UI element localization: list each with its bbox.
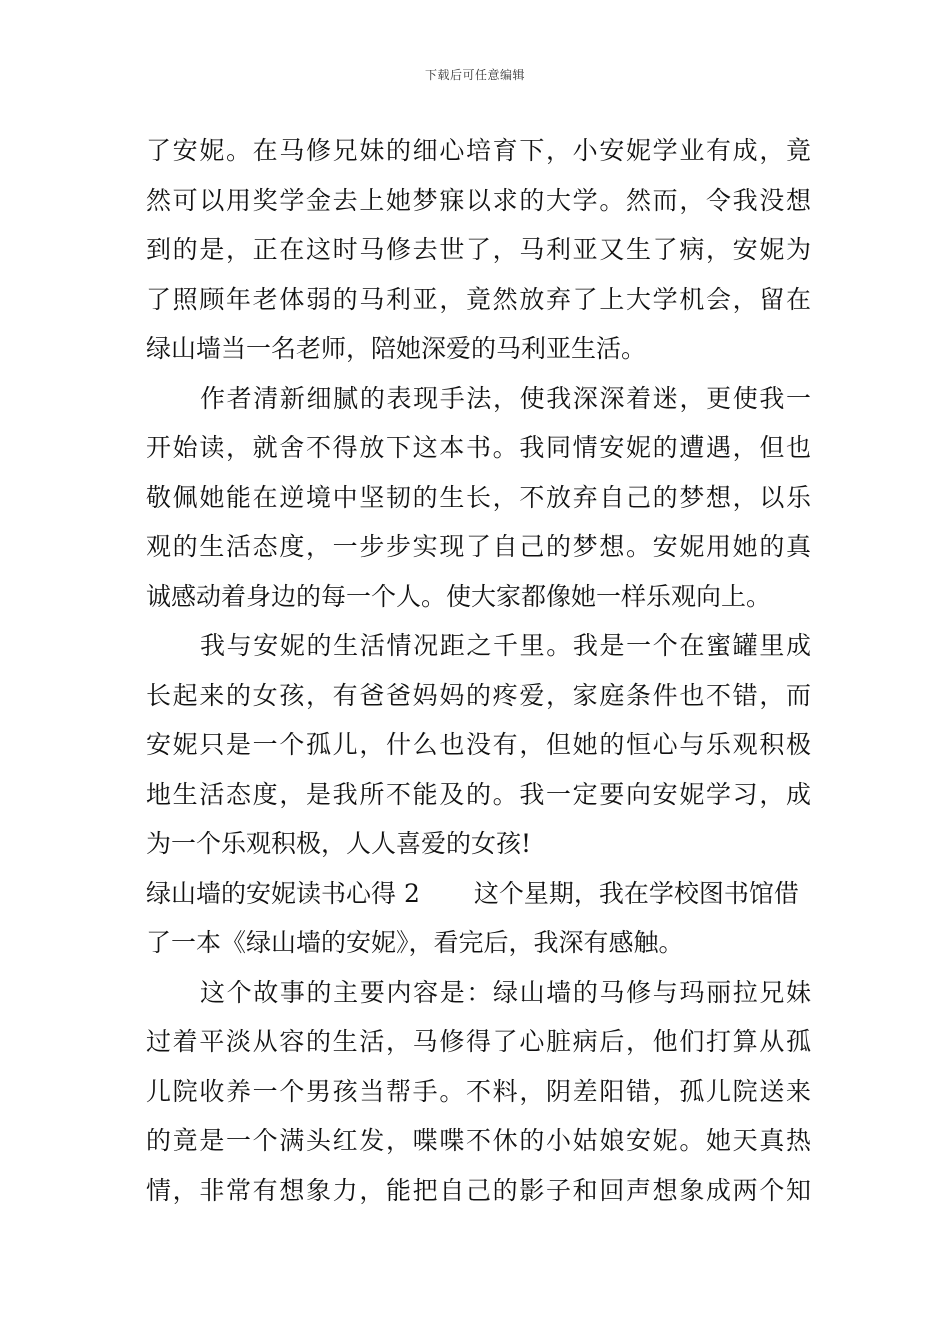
text-line: 了照顾年老体弱的马利亚，竟然放弃了上大学机会，留在 (146, 284, 811, 314)
page-header: 下载后可任意编辑 (424, 68, 525, 82)
text-line: 地生活态度，是我所不能及的。我一定要向安妮学习，成 (146, 779, 811, 809)
section-title-line (146, 869, 811, 919)
text-line: 长起来的女孩，有爸爸妈妈的疼爱，家庭条件也不错，而 (146, 680, 811, 710)
text-line: 敬佩她能在逆境中坚韧的生长，不放弃自己的梦想，以乐 (146, 482, 811, 512)
text-line: 过着平淡从容的生活，马修得了心脏病后，他们打算从孤 (146, 1027, 811, 1056)
text-line: 这个星期，我在学校图书馆借 (473, 878, 799, 908)
text-line: 到的是，正在这时马修去世了，马利亚又生了病，安妮为 (146, 235, 811, 264)
text-line: 儿院收养一个男孩当帮手。不料，阴差阳错，孤儿院送来 (146, 1076, 811, 1106)
text-line: 开始读，就舍不得放下这本书。我同情安妮的遭遇，但也 (146, 433, 811, 462)
text-line: 诚感动着身边的每一个人。使大家都像她一样乐观向上。 (146, 581, 772, 611)
text-line: 为一个乐观积极，人人喜爱的女孩! (146, 829, 532, 858)
text-line: 作者清新细腻的表现手法，使我深深着迷，更使我一 (200, 383, 811, 413)
text-line: 观的生活态度，一步步实现了自己的梦想。安妮用她的真 (146, 532, 811, 561)
section-title: 绿山墙的安妮读书心得 2 (146, 878, 420, 908)
text-line: 了一本《绿山墙的安妮》，看完后，我深有感触。 (146, 928, 684, 957)
document-body (146, 126, 811, 1215)
text-line: 绿山墙当一名老师，陪她深爱的马利亚生活。 (146, 334, 647, 363)
text-line: 然可以用奖学金去上她梦寐以求的大学。然而，令我没想 (146, 185, 811, 215)
text-line: 情，非常有想象力，能把自己的影子和回声想象成两个知 (146, 1175, 811, 1205)
text-line: 这个故事的主要内容是：绿山墙的马修与玛丽拉兄妹 (200, 977, 811, 1007)
text-line: 安妮只是一个孤儿，什么也没有，但她的恒心与乐观积极 (146, 730, 811, 759)
text-line: 了安妮。在马修兄妹的细心培育下，小安妮学业有成，竟 (146, 136, 811, 165)
text-line: 我与安妮的生活情况距之千里。我是一个在蜜罐里成 (200, 631, 811, 660)
text-line: 的竟是一个满头红发，喋喋不休的小姑娘安妮。她天真热 (146, 1126, 811, 1155)
